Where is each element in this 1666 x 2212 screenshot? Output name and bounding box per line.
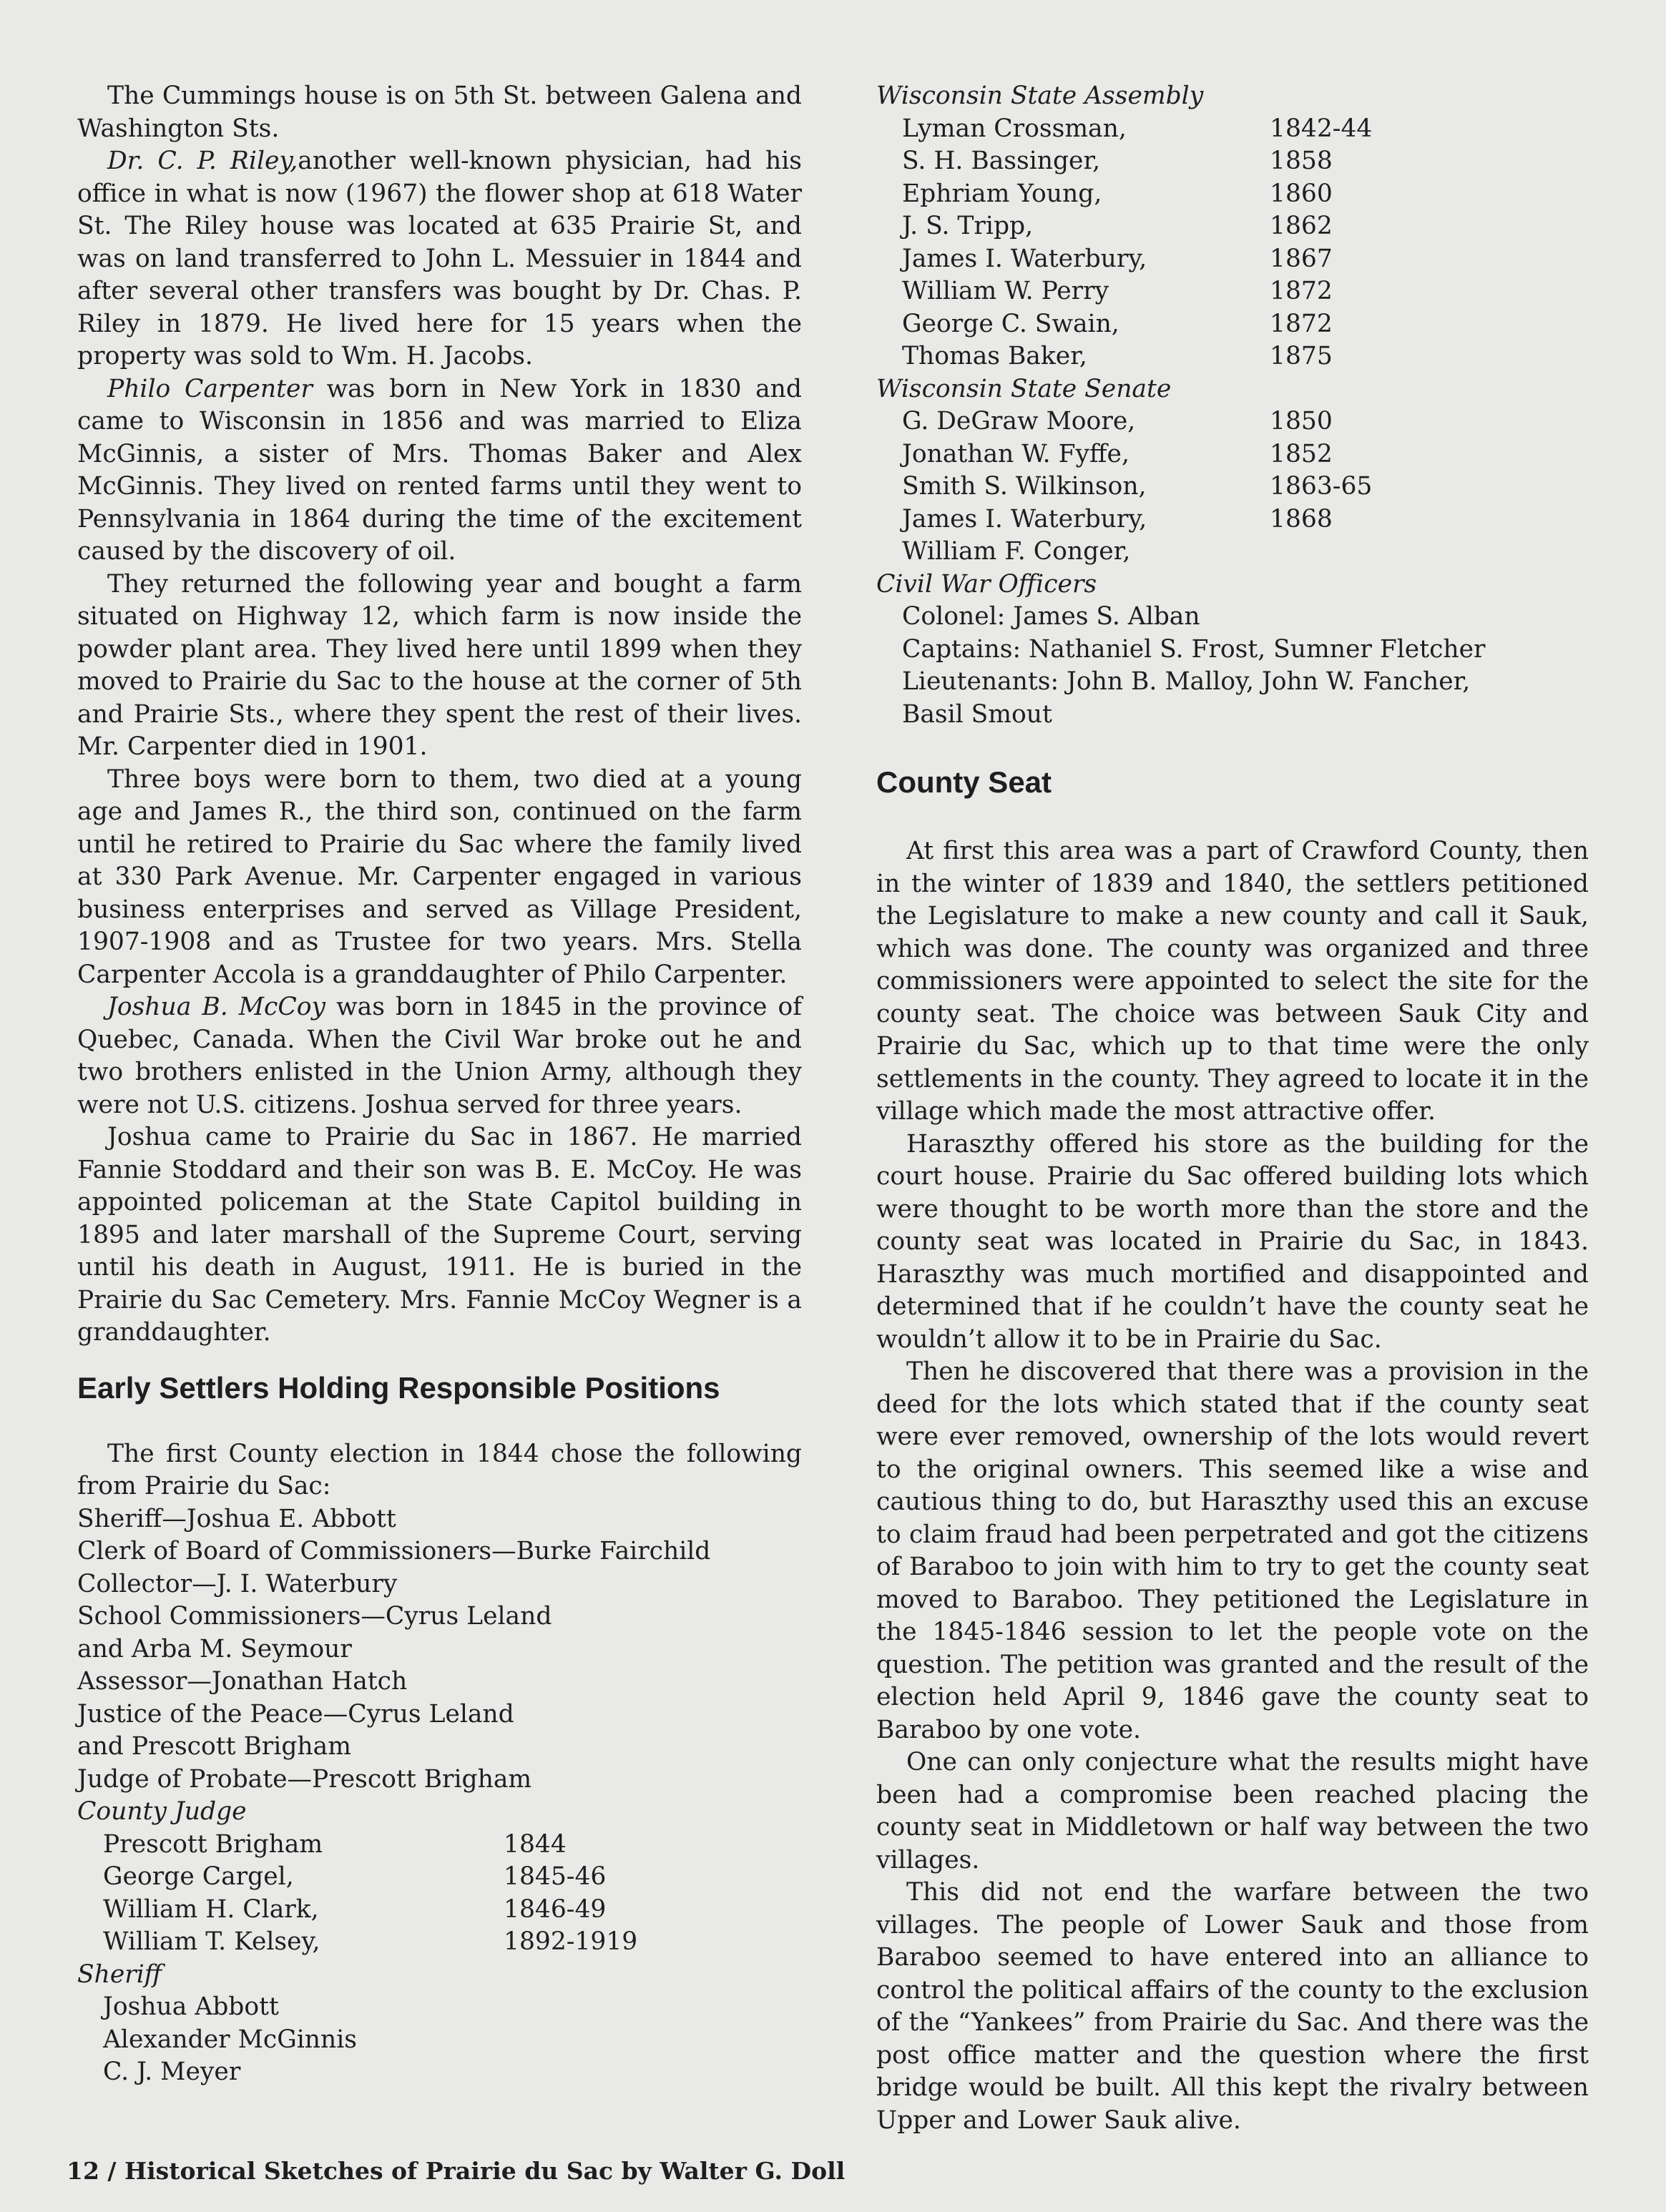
member-years: 1850 [1270,407,1333,436]
judge-years: 1846-49 [504,1894,607,1924]
member-years: 1858 [1270,147,1333,175]
list-item [876,145,1589,178]
paragraph-riley [77,145,802,373]
section-heading-county-seat: County Seat [876,765,1052,799]
member-name: Smith S. Wilkinson, [902,472,1147,501]
member-name: J. S. Tripp, [902,212,1034,240]
assembly-list [876,113,1589,373]
list-item [876,113,1589,146]
county-judge-list [77,1829,802,1959]
list-item: Lieutenants: John B. Malloy, John W. Fancher, [902,667,1471,696]
list-item [876,243,1589,276]
paragraph-text: was born in 1845 in the province of Quebec, Canada. When the Civil War broke out he and two brothers enlisted in the Union Army, although they were not U.S. citizens. Joshua served for three years. [77,993,803,1119]
left-column [77,80,802,2089]
member-name: S. H. Bassinger, [902,147,1101,175]
member-years: 1862 [1270,212,1333,240]
paragraph-text: was born in New York in 1830 and came to Wisconsin in 1856 and was married to Eliza McGinnis, a sister of Mrs. Thomas Baker and Alex McGinnis. They lived on rented farms until they went to Pennsylvania in 1864 during the time of the excitement caused by the discovery of oil. [77,374,802,566]
member-name: G. DeGraw Moore, [902,407,1136,436]
list-item [876,308,1589,341]
sheriff-label: Sheriff [77,1960,162,1989]
paragraph-haraszthy-store: Haraszthy offered his store as the building for the court house. Prairie du Sac offered building lots which were thought to be worth more than the store and the county seat was located in Prairie du Sac, in 1843. Haraszthy was much mortified and disappointed and determined that if he couldn’t have the county seat he wouldn’t allow it to be in Prairie du Sac. [876,1129,1589,1354]
list-item: Basil Smout [902,699,1052,729]
member-years: 1863-65 [1270,472,1373,501]
list-item [77,1829,802,1862]
officer-line: Sheriff—Joshua E. Abbott [77,1504,396,1533]
paragraph-text: They returned the following year and bought a farm situated on Highway 12, which farm is now inside the powder plant area. They lived here until 1899 when they moved to Prairie du Sac to the house at the corner of 5th and Prairie Sts., where they spent the rest of their lives. Mr. Carpenter died in 1901. [77,569,802,761]
member-years: 1867 [1270,244,1333,273]
list-item [77,1894,802,1927]
judge-years: 1844 [504,1829,567,1859]
paragraph-text: Three boys were born to them, two died at a young age and James R., the third son, continued on the farm until he retired to Prairie du Sac where the family lived at 330 Park Avenue. Mr. Carpenter engaged in various business enterprises and served as Village President, 1907-1908 and as Trustee for two years. Mrs. Stella Carpenter Accola is a granddaughter of Philo Carpenter. [77,765,802,989]
person-name: Philo Carpenter [107,374,313,403]
list-item [876,178,1589,211]
member-years: 1860 [1270,179,1333,208]
election-intro: The first County election in 1844 chose the following from Prairie du Sac: [77,1439,802,1500]
officer-line: Judge of Probate—Prescott Brigham [77,1764,532,1794]
officer-line: School Commissioners—Cyrus Leland [77,1602,552,1631]
list-item [876,275,1589,308]
paragraph-carpenter-sons [77,764,802,992]
paragraph-cummings [77,80,802,145]
page-footer: 12 / Historical Sketches of Prairie du Sac by Walter G. Doll [67,2157,846,2185]
member-name: James I. Waterbury, [902,244,1147,273]
officer-line: Clerk of Board of Commissioners—Burke Fairchild [77,1537,711,1565]
person-name: Dr. C. P. Riley, [107,147,298,175]
judge-name: William H. Clark, [103,1894,319,1924]
list-item [77,1926,802,1959]
officer-line: Justice of the Peace—Cyrus Leland [77,1699,514,1729]
list-item: C. J. Meyer [103,2058,241,2086]
officer-line: Collector—J. I. Waterbury [77,1569,398,1598]
section-heading-early-settlers: Early Settlers Holding Responsible Positions [77,1370,720,1405]
list-item: Alexander McGinnis [103,2025,357,2054]
list-item [876,438,1589,471]
sheriff-list [77,1991,802,2089]
judge-name: Prescott Brigham [103,1829,323,1859]
list-item: Captains: Nathaniel S. Frost, Sumner Fletcher [902,634,1486,664]
paragraph-mccoy-later [77,1121,802,1350]
civil-war-label: Civil War Officers [876,569,1097,599]
list-item [876,405,1589,438]
assembly-label: Wisconsin State Assembly [876,82,1204,110]
list-item: Joshua Abbott [103,1992,279,2021]
member-years: 1872 [1270,277,1333,305]
list-item [876,471,1589,503]
county-judge-label: County Judge [77,1797,247,1826]
member-name: James I. Waterbury, [902,504,1147,534]
senate-label: Wisconsin State Senate [876,374,1172,403]
member-years: 1868 [1270,504,1333,534]
list-item: Colonel: James S. Alban [902,602,1200,631]
member-name: William W. Perry [902,277,1109,305]
member-name: Thomas Baker, [902,342,1087,370]
paragraph-conjecture: One can only conjecture what the results might have been had a compromise been reached placing the county seat in Middletown or half way between the two villages. [876,1748,1589,1874]
paragraph-crawford: At first this area was a part of Crawford County, then in the winter of 1839 and 1840, the settlers petitioned the Legislature to make a new county and call it Sauk, which was done. The county was organized and three commissioners were appointed to select the site for the county seat. The choice was between Sauk City and Prairie du Sac, which up to that time were the only settlements in the county. They agreed to locate it in the village which made the most attractive offer. [876,837,1589,1126]
paragraph-carpenter-farm [77,569,802,764]
member-years: 1872 [1270,309,1333,338]
civil-war-list [876,601,1589,731]
paragraph-provision: Then he discovered that there was a provision in the deed for the lots which stated that if the county seat were ever removed, ownership of the lots would revert to the original owners. This seemed like a wise and cautious thing to do, but Haraszthy used this an excuse to claim fraud had been perpetrated and got the citizens of Baraboo to join with him to try to get the county seat moved to Baraboo. They petitioned the Legislature in the 1845-1846 session to let the people vote on the question. The petition was granted and the result of the election held April 9, 1846 gave the county seat to Baraboo by one vote. [876,1357,1589,1744]
right-column [876,80,1589,2137]
member-name: Jonathan W. Fyffe, [902,439,1130,468]
paragraph-carpenter [77,373,802,569]
paragraph-text: The Cummings house is on 5th St. between Galena and Washington Sts. [77,82,802,143]
member-name: Lyman Crossman, [902,114,1127,143]
member-name: William F. Conger, [902,537,1131,566]
list-item [876,536,1589,569]
list-item [876,503,1589,536]
paragraph-text: another well-known physician, had his office in what is now (1967) the flower shop at 618 Water St. The Riley house was located at 635 Prairie St, and was on land transferred to John L. Messuier in 1844 and after several other transfers was bought by Dr. Chas. P. Riley in 1879. He lived here for 15 years when the property was sold to Wm. H. Jacobs. [77,147,803,370]
judge-name: George Cargel, [103,1862,294,1891]
paragraph-warfare: This did not end the warfare between the two villages. The people of Lower Sauk and those from Baraboo seemed to have entered into an alliance to control the political affairs of the county to the exclusion of the “Yankees” from Prairie du Sac. And there was the post office matter and the question where the first bridge would be built. All this kept the rivalry between Upper and Lower Sauk alive. [876,1878,1589,2135]
paragraph-text: Joshua came to Prairie du Sac in 1867. He married Fannie Stoddard and their son was B. E. McCoy. He was appointed policeman at the State Capitol building in 1895 and later marshall of the Supreme Court, serving until his death in August, 1911. He is buried in the Prairie du Sac Cemetery. Mrs. Fannie McCoy Wegner is a granddaughter. [77,1123,802,1347]
person-name: Joshua B. McCoy [107,993,326,1021]
judge-years: 1845-46 [504,1862,607,1891]
judge-years: 1892-1919 [504,1927,638,1956]
officer-line: and Arba M. Seymour [77,1634,352,1663]
member-name: George C. Swain, [902,309,1119,338]
list-item [77,1861,802,1894]
judge-name: William T. Kelsey, [103,1927,320,1956]
senate-list [876,405,1589,569]
officer-list [77,1503,802,1796]
list-item [876,340,1589,373]
officer-line: Assessor—Jonathan Hatch [77,1667,408,1696]
member-years: 1852 [1270,439,1333,468]
member-name: Ephriam Young, [902,179,1102,208]
list-item [876,210,1589,243]
member-years: 1842-44 [1270,114,1373,143]
officer-line: and Prescott Brigham [77,1732,351,1761]
paragraph-mccoy [77,991,802,1121]
member-years: 1875 [1270,342,1333,370]
